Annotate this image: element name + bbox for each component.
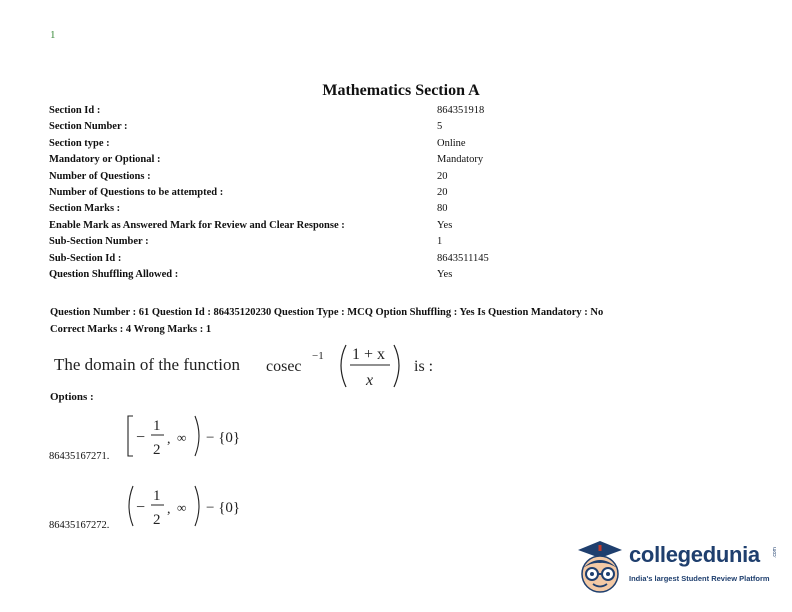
meta-value: 864351918: [437, 105, 485, 116]
brand-name: collegedunia: [629, 542, 760, 567]
brand-dotcom: .com: [772, 547, 778, 558]
brand-watermark: [572, 536, 782, 598]
option-1-numerator: 1: [153, 418, 161, 434]
option-2-denominator: 2: [153, 512, 161, 528]
fraction-denominator: x: [366, 372, 374, 389]
meta-value: 1: [437, 236, 443, 248]
meta-row: [49, 121, 569, 137]
option-1-comma: ,: [167, 432, 171, 447]
option-1-id: 86435167271.: [49, 451, 110, 462]
fraction-numerator: 1 + x: [352, 346, 386, 363]
meta-row: [49, 187, 569, 203]
option-2-minus: −: [136, 499, 146, 516]
left-paren: [341, 345, 346, 387]
function-name: cosec: [266, 358, 302, 375]
meta-row: [49, 105, 569, 121]
function-exponent: −1: [312, 350, 324, 362]
meta-label: Sub-Section Id :: [49, 252, 122, 264]
meta-label: Enable Mark as Answered Mark for Review and Clear Response :: [49, 219, 345, 231]
brand-tagline: India's largest Student Review Platform: [629, 574, 770, 583]
meta-value: Online: [437, 137, 466, 149]
collegedunia-mascot-icon: [572, 536, 628, 598]
right-paren: [394, 345, 399, 387]
question-stem-text: The domain of the function: [54, 355, 241, 374]
option-2-id: 86435167272.: [49, 520, 110, 531]
meta-row: [49, 154, 569, 170]
meta-row: [49, 253, 569, 269]
meta-label: Section Marks :: [49, 203, 121, 215]
meta-value: Yes: [437, 268, 453, 280]
option-1-infinity: ∞: [177, 430, 187, 445]
option-2-formula[interactable]: [124, 480, 264, 532]
meta-row: [49, 220, 569, 236]
meta-value: 80: [437, 203, 448, 215]
options-label: Options :: [50, 391, 94, 403]
meta-label: Number of Questions to be attempted :: [49, 186, 224, 198]
meta-label: Sub-Section Number :: [49, 236, 149, 248]
option-1-close-bracket: [195, 416, 199, 456]
option-1-formula[interactable]: [124, 410, 264, 462]
meta-row: [49, 171, 569, 187]
meta-value: 20: [437, 186, 448, 198]
meta-label: Question Shuffling Allowed :: [49, 268, 179, 280]
section-meta-table: [49, 105, 569, 285]
meta-label: Section Number :: [49, 121, 128, 133]
meta-label: Section type :: [49, 137, 110, 149]
question-header-line2: Correct Marks : 4 Wrong Marks : 1: [50, 324, 212, 335]
meta-value: 20: [437, 170, 448, 182]
meta-value: Yes: [437, 219, 453, 231]
meta-row: [49, 269, 569, 285]
meta-label: Section Id :: [49, 105, 101, 116]
meta-row: [49, 138, 569, 154]
option-2-excluded-set: − {0}: [206, 500, 241, 516]
meta-value: 5: [437, 121, 443, 133]
option-2-open-bracket: [129, 486, 133, 526]
meta-label: Mandatory or Optional :: [49, 154, 161, 166]
option-2-comma: ,: [167, 502, 171, 517]
stem-suffix: is :: [414, 358, 434, 375]
option-1-open-bracket: [128, 416, 133, 456]
option-1-excluded-set: − {0}: [206, 430, 241, 446]
option-2-close-bracket: [195, 486, 199, 526]
meta-row: [49, 236, 569, 252]
question-formula: [266, 340, 456, 392]
meta-value: 8643511145: [437, 252, 489, 264]
question-header: [50, 304, 603, 338]
option-2-infinity: ∞: [177, 500, 187, 515]
meta-value: Mandatory: [437, 154, 484, 166]
page-number: 1: [50, 29, 56, 41]
section-title: Mathematics Section A: [322, 82, 480, 99]
question-header-line1: Question Number : 61 Question Id : 86435120230 Question Type : MCQ Option Shuffling : Yes Is Question Mandatory : No: [50, 307, 604, 318]
option-1-denominator: 2: [153, 442, 161, 458]
meta-label: Number of Questions :: [49, 170, 151, 182]
question-stem: [54, 340, 454, 392]
option-1-minus: −: [136, 429, 146, 446]
option-2-numerator: 1: [153, 488, 161, 504]
meta-row: [49, 203, 569, 219]
